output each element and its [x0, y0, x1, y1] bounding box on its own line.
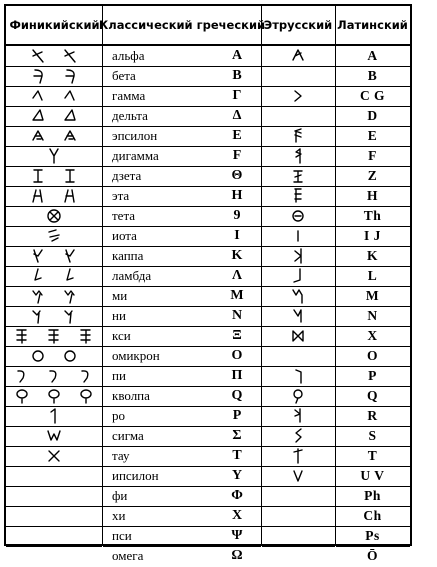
- greek-letter-name: эта: [112, 188, 130, 203]
- greek-letter-name: кволпа: [112, 388, 150, 403]
- greek-letter-glyph: I: [234, 228, 240, 243]
- greek-letter-name: пи: [112, 368, 126, 383]
- latin-letter: D: [367, 108, 378, 123]
- greek-letter-name: кси: [112, 328, 131, 343]
- phoen-nun-icon: [62, 306, 78, 326]
- phoen-samekh-icon: [78, 326, 94, 346]
- phoen-heth-icon: [30, 186, 46, 206]
- phoen-qoph-icon: [46, 386, 62, 406]
- etr-s-icon: [290, 326, 306, 346]
- etr-th-icon: [290, 206, 306, 226]
- phoen-yodh-icon: [46, 226, 62, 246]
- phoenician-cell: [6, 105, 102, 127]
- phoen-zayin-icon: [62, 166, 78, 186]
- greek-letter-name: дигамма: [112, 148, 159, 163]
- latin-letter: A: [367, 48, 378, 63]
- phoen-samekh-icon: [46, 326, 62, 346]
- etruscan-cell: [261, 245, 335, 267]
- etruscan-cell: [261, 285, 335, 307]
- etruscan-cell: [261, 365, 335, 387]
- greek-letter-glyph: Y: [231, 468, 243, 483]
- phoen-resh-icon: [46, 406, 62, 426]
- phoen-samekh-icon: [14, 326, 30, 346]
- greek-letter-name: ми: [112, 288, 128, 303]
- greek-letter-name: тета: [112, 208, 136, 223]
- phoen-pe-icon: [14, 366, 30, 386]
- etr-i-icon: [290, 226, 306, 246]
- etr-e-icon: [290, 126, 306, 146]
- etruscan-cell: [261, 145, 335, 167]
- etr-n-icon: [290, 306, 306, 326]
- etruscan-cell: [261, 465, 335, 487]
- greek-letter-name: эпсилон: [112, 128, 158, 143]
- phoenician-cell: [6, 125, 102, 147]
- greek-letter-name: фи: [112, 488, 128, 503]
- greek-letter-name: гамма: [112, 88, 146, 103]
- header-etruscan: Этрусский: [263, 18, 333, 32]
- latin-letter: Q: [366, 388, 378, 403]
- phoen-ayin-icon: [62, 346, 78, 366]
- phoen-aleph-icon: [30, 46, 46, 66]
- phoen-beth-icon: [62, 66, 78, 86]
- etruscan-cell: [261, 545, 335, 567]
- phoenician-cell: [6, 445, 102, 467]
- phoen-daleth-icon: [30, 106, 46, 126]
- phoen-lamedh-icon: [62, 266, 78, 286]
- phoenician-cell: [6, 165, 102, 187]
- latin-letter: M: [365, 288, 380, 303]
- latin-letter: O: [366, 348, 378, 363]
- greek-letter-name: дельта: [112, 108, 148, 123]
- greek-letter-glyph: Λ: [231, 268, 243, 283]
- greek-letter-name: хи: [112, 508, 126, 523]
- greek-letter-glyph: Γ: [232, 88, 242, 103]
- greek-letter-glyph: Φ: [231, 488, 243, 503]
- phoenician-cell: [6, 525, 102, 547]
- phoenician-cell: [6, 85, 102, 107]
- latin-letter: K: [366, 248, 378, 263]
- greek-letter-glyph: B: [232, 68, 242, 83]
- latin-letter: T: [367, 448, 378, 463]
- latin-letter: Ō: [366, 548, 378, 563]
- greek-letter-glyph: 9: [233, 208, 241, 223]
- header-latin: Латинский: [337, 18, 408, 32]
- greek-letter-glyph: O: [231, 348, 243, 363]
- phoenician-cell: [6, 505, 102, 527]
- greek-letter-name: ипсилон: [112, 468, 159, 483]
- greek-letter-glyph: Ξ: [232, 328, 242, 343]
- etr-r-icon: [290, 406, 306, 426]
- greek-letter-glyph: Ω: [231, 548, 243, 563]
- greek-letter-name: пси: [112, 528, 132, 543]
- greek-letter-glyph: Σ: [232, 428, 242, 443]
- latin-letter: F: [368, 148, 377, 163]
- phoen-he-icon: [30, 126, 46, 146]
- etruscan-cell: [261, 85, 335, 107]
- phoen-pe-icon: [78, 366, 94, 386]
- etruscan-cell: [261, 265, 335, 287]
- phoenician-cell: [6, 245, 102, 267]
- etruscan-cell: [261, 185, 335, 207]
- etr-l-icon: [290, 266, 306, 286]
- latin-letter: R: [367, 408, 378, 423]
- latin-letter: N: [367, 308, 378, 323]
- latin-letter: E: [367, 128, 378, 143]
- greek-letter-name: дзета: [112, 168, 142, 183]
- etruscan-cell: [261, 125, 335, 147]
- greek-letter-glyph: Π: [231, 368, 243, 383]
- latin-letter: Ch: [363, 508, 382, 523]
- greek-letter-name: каппа: [112, 248, 144, 263]
- phoen-taw-icon: [46, 446, 62, 466]
- latin-letter: X: [367, 328, 378, 343]
- phoenician-cell: [6, 485, 102, 507]
- etruscan-cell: [261, 225, 335, 247]
- phoen-waw-icon: [46, 146, 62, 166]
- phoen-he-icon: [62, 126, 78, 146]
- latin-letter: Th: [363, 208, 382, 223]
- phoen-nun-icon: [30, 306, 46, 326]
- latin-letter: S: [368, 428, 377, 443]
- greek-letter-glyph: E: [232, 128, 242, 143]
- etruscan-cell: [261, 385, 335, 407]
- etr-z-icon: [290, 166, 306, 186]
- phoen-zayin-icon: [30, 166, 46, 186]
- etr-v-icon: [290, 146, 306, 166]
- greek-letter-name: иота: [112, 228, 137, 243]
- phoenician-cell: [6, 45, 102, 67]
- etruscan-cell: [261, 105, 335, 127]
- phoen-qoph-icon: [78, 386, 94, 406]
- latin-letter: I J: [364, 228, 381, 243]
- etruscan-cell: [261, 325, 335, 347]
- phoenician-cell: [6, 345, 102, 367]
- greek-letter-name: ро: [112, 408, 125, 423]
- etr-u-icon: [290, 466, 306, 486]
- phoen-gimel-icon: [30, 86, 46, 106]
- phoenician-cell: [6, 65, 102, 87]
- phoen-shin-icon: [46, 426, 62, 446]
- greek-letter-name: омикрон: [112, 348, 160, 363]
- phoenician-cell: [6, 385, 102, 407]
- etr-h-icon: [290, 186, 306, 206]
- phoenician-cell: [6, 425, 102, 447]
- etruscan-cell: [261, 305, 335, 327]
- greek-letter-glyph: P: [232, 408, 242, 423]
- etr-k-icon: [290, 246, 306, 266]
- latin-letter: Ps: [365, 528, 380, 543]
- phoen-qoph-icon: [14, 386, 30, 406]
- greek-letter-glyph: A: [231, 48, 243, 63]
- etruscan-cell: [261, 525, 335, 547]
- etr-c-icon: [290, 86, 306, 106]
- phoen-pe-icon: [46, 366, 62, 386]
- phoenician-cell: [6, 305, 102, 327]
- greek-letter-name: бета: [112, 68, 136, 83]
- latin-letter: U V: [360, 468, 385, 483]
- phoen-heth-icon: [62, 186, 78, 206]
- header-greek: Классический греческий: [98, 18, 266, 32]
- greek-letter-glyph: Ψ: [231, 528, 243, 543]
- latin-letter: B: [367, 68, 378, 83]
- latin-letter: C G: [359, 88, 386, 103]
- phoenician-cell: [6, 265, 102, 287]
- greek-letter-glyph: X: [231, 508, 243, 523]
- latin-letter: H: [366, 188, 378, 203]
- greek-letter-name: ламбда: [112, 268, 152, 283]
- phoen-aleph-icon: [62, 46, 78, 66]
- greek-letter-name: ни: [112, 308, 126, 323]
- header-phoenician: Финикийский: [9, 18, 100, 32]
- greek-letter-glyph: N: [231, 308, 243, 323]
- etruscan-cell: [261, 45, 335, 67]
- latin-letter: Ph: [364, 488, 381, 503]
- latin-letter: Z: [367, 168, 378, 183]
- greek-letter-glyph: Θ: [231, 168, 243, 183]
- etr-m-icon: [290, 286, 306, 306]
- etruscan-cell: [261, 425, 335, 447]
- greek-letter-glyph: T: [232, 448, 242, 463]
- greek-letter-name: сигма: [112, 428, 144, 443]
- phoen-kaph-icon: [62, 246, 78, 266]
- phoenician-cell: [6, 465, 102, 487]
- greek-letter-name: тау: [112, 448, 130, 463]
- etr-q-icon: [290, 386, 306, 406]
- phoen-teth-icon: [46, 206, 62, 226]
- greek-letter-glyph: M: [230, 288, 244, 303]
- latin-letter: L: [367, 268, 378, 283]
- etruscan-cell: [261, 405, 335, 427]
- etruscan-cell: [261, 345, 335, 367]
- phoenician-cell: [6, 365, 102, 387]
- greek-letter-glyph: K: [231, 248, 243, 263]
- etr-t-icon: [290, 446, 306, 466]
- etr-sigma-icon: [290, 426, 306, 446]
- phoenician-cell: [6, 145, 102, 167]
- greek-letter-glyph: H: [231, 188, 243, 203]
- phoenician-cell: [6, 325, 102, 347]
- greek-letter-glyph: F: [232, 148, 242, 163]
- etruscan-cell: [261, 485, 335, 507]
- etruscan-cell: [261, 65, 335, 87]
- greek-letter-glyph: Δ: [232, 108, 242, 123]
- etruscan-cell: [261, 445, 335, 467]
- phoen-kaph-icon: [30, 246, 46, 266]
- etruscan-cell: [261, 505, 335, 527]
- etr-p-icon: [290, 366, 306, 386]
- phoenician-cell: [6, 225, 102, 247]
- phoenician-cell: [6, 205, 102, 227]
- latin-letter: P: [368, 368, 377, 383]
- greek-letter-name: альфа: [112, 48, 145, 63]
- phoen-mem-icon: [62, 286, 78, 306]
- etr-a-icon: [290, 46, 306, 66]
- phoen-gimel-icon: [62, 86, 78, 106]
- greek-letter-name: омега: [112, 548, 144, 563]
- phoenician-cell: [6, 285, 102, 307]
- alphabet-table: [4, 4, 412, 563]
- etruscan-cell: [261, 205, 335, 227]
- phoen-daleth-icon: [62, 106, 78, 126]
- phoenician-cell: [6, 405, 102, 427]
- phoen-beth-icon: [30, 66, 46, 86]
- etruscan-cell: [261, 165, 335, 187]
- phoen-mem-icon: [30, 286, 46, 306]
- greek-letter-glyph: Q: [231, 388, 243, 403]
- phoenician-cell: [6, 545, 102, 567]
- phoen-ayin-icon: [30, 346, 46, 366]
- phoenician-cell: [6, 185, 102, 207]
- phoen-lamedh-icon: [30, 266, 46, 286]
